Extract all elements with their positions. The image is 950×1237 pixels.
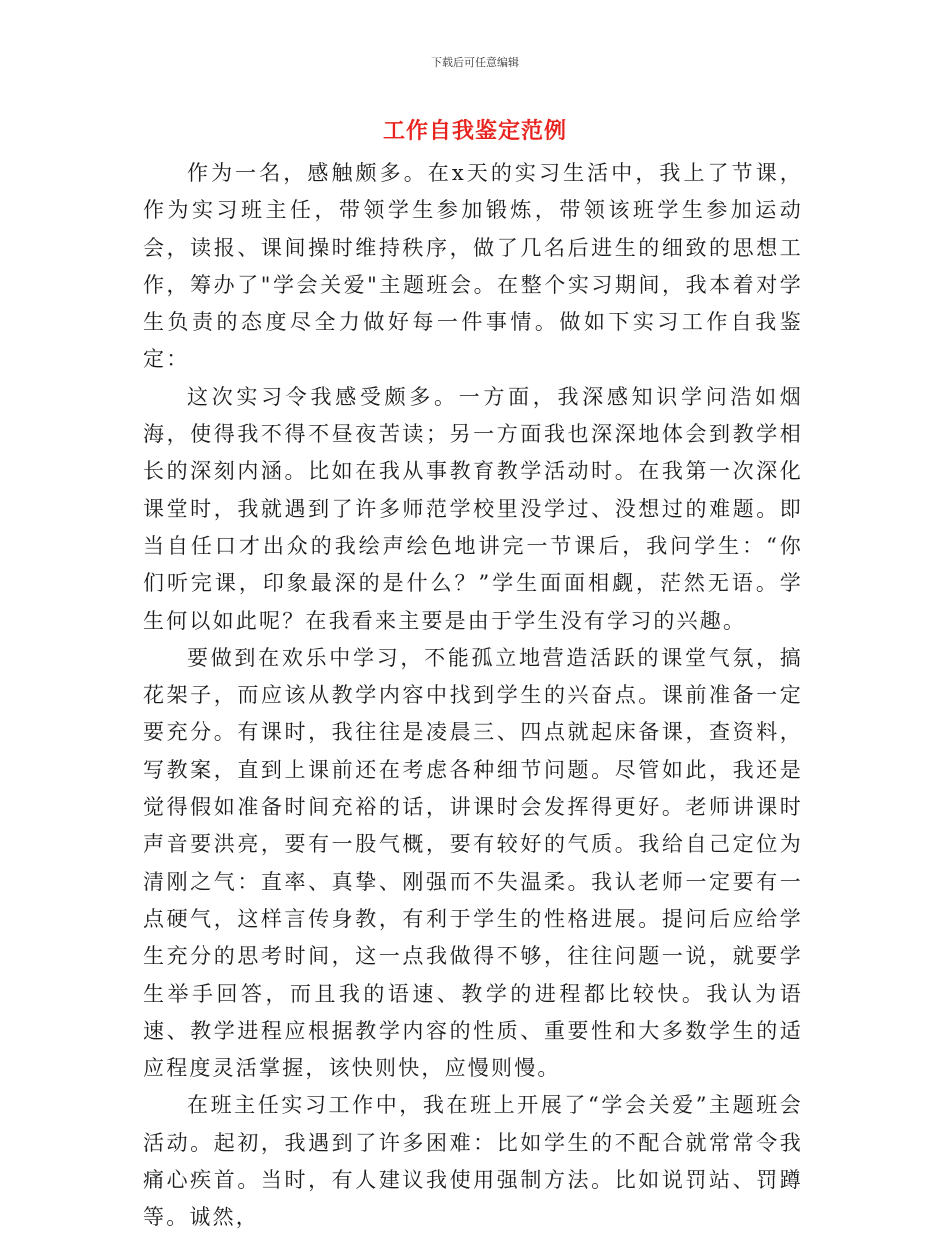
paragraph: 这次实习令我感受颇多。一方面，我深感知识学问浩如烟海，使得我不得不昼夜苦读；另一方面我也深深地体会到教学相长的深刻内涵。比如在我从事教育教学活动时。在我第一次深化课堂时，我就遇到了许多师范学校里没学过、没想过的难题。即当自任口才出众的我绘声绘色地讲完一节课后，我问学生：“你们听完课，印象最深的是什么？”学生面面相觑，茫然无语。学生何以如此呢？在我看来主要是由于学生没有学习的兴趣。 — [143, 384, 803, 633]
document-body — [143, 155, 803, 1237]
paragraph: 在班主任实习工作中，我在班上开展了“学会关爱”主题班会活动。起初，我遇到了许多困难：比如学生的不配合就常常令我痛心疾首。当时，有人建议我使用强制方法。比如说罚站、罚蹲等。诚然， — [143, 1093, 803, 1230]
document-title: 工作自我鉴定范例 — [382, 119, 567, 144]
paragraph: 作为一名，感触颇多。在x天的实习生活中，我上了节课，作为实习班主任，带领学生参加锻炼，带领该班学生参加运动会，读报、课间操时维持秩序，做了几名后进生的细致的思想工作，筹办了"学会关爱"主题班会。在整个实习期间，我本着对学生负责的态度尽全力做好每一件事情。做如下实习工作自我鉴定： — [143, 161, 803, 372]
paragraph: 要做到在欢乐中学习，不能孤立地营造活跃的课堂气氛，搞花架子，而应该从教学内容中找到学生的兴奋点。课前准备一定要充分。有课时，我往往是凌晨三、四点就起床备课，查资料，写教案，直到上课前还在考虑各种细节问题。尽管如此，我还是觉得假如准备时间充裕的话，讲课时会发挥得更好。老师讲课时声音要洪亮，要有一股气概，要有较好的气质。我给自己定位为清刚之气：直率、真挚、刚强而不失温柔。我认老师一定要有一点硬气，这样言传身教，有利于学生的性格进展。提问后应给学生充分的思考时间，这一点我做得不够，往往问题一说，就要学生举手回答，而且我的语速、教学的进程都比较快。我认为语速、教学进程应根据教学内容的性质、重要性和大多数学生的适应程度灵活掌握，该快则快，应慢则慢。 — [143, 645, 803, 1081]
header-note: 下载后可任意编辑 — [431, 56, 519, 69]
